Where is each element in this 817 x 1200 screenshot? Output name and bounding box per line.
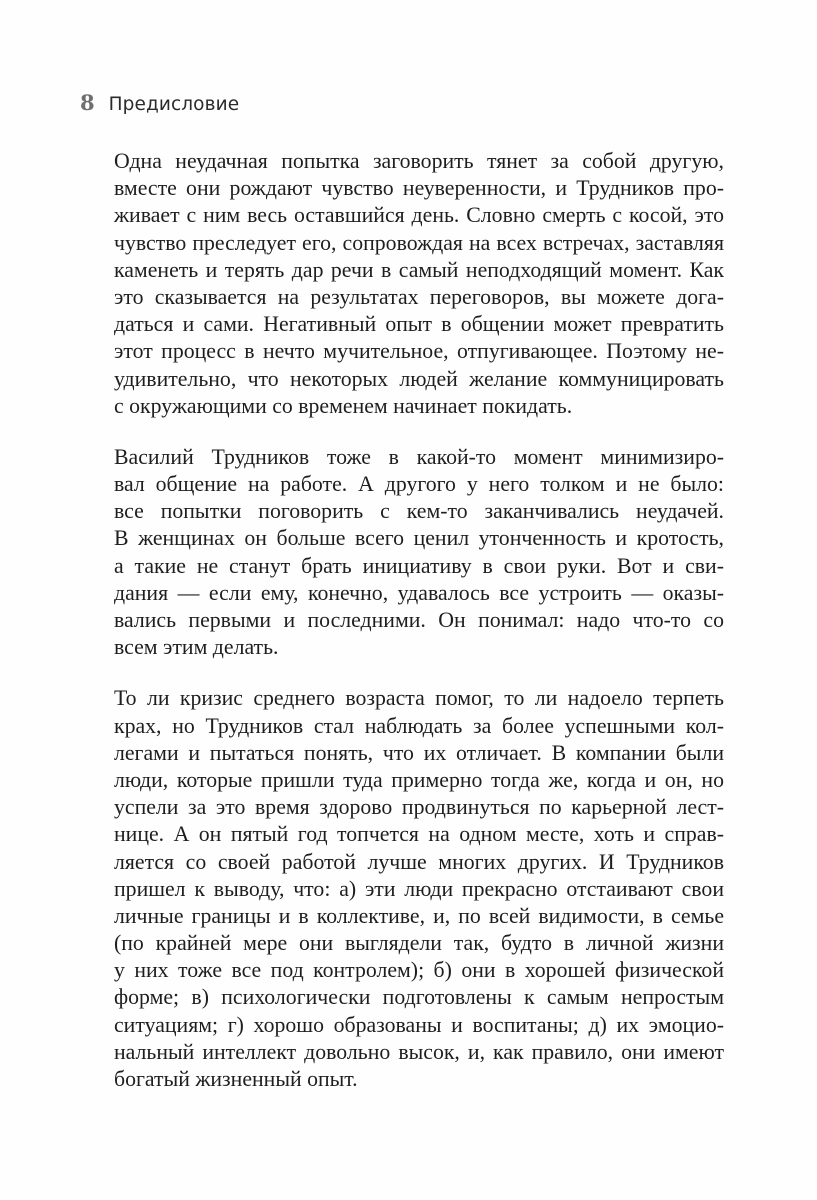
text-line: ситуациям; г) хорошо образованы и воспитаны; д) их эмоцио- (114, 1012, 724, 1037)
text-line: В женщинах он больше всего ценил утонченность и кротость, (114, 526, 724, 551)
text-line: ляется со своей работой лучше многих других. И Трудников (114, 849, 724, 874)
text-line: крах, но Трудников стал наблюдать за более успешными кол- (114, 713, 724, 738)
text-line: личные границы и в коллективе, и, по всей видимости, в семье (114, 903, 724, 928)
text-line: вместе они рождают чувство неуверенности, и Трудников про- (114, 176, 724, 201)
text-line: с окружающими со временем начинает покидать. (114, 393, 573, 418)
text-line: нице. А он пятый год топчется на одном месте, хоть и справ- (114, 822, 724, 847)
text-line: люди, которые пришли туда примерно тогда же, когда и он, но (114, 767, 724, 792)
text-line: вал общение на работе. А другого у него толком и не было: (114, 472, 724, 497)
text-line: богатый жизненный опыт. (114, 1067, 358, 1091)
text-line: всем этим делать. (114, 635, 279, 660)
running-head (80, 90, 239, 122)
text-line: каменеть и терять дар речи в самый неподходящий момент. Как (114, 257, 724, 282)
text-line: этот процесс в нечто мучительное, отпугивающее. Поэтому не- (114, 339, 724, 364)
text-line: чувство преследует его, сопровождая на всех встречах, заставляя (114, 230, 724, 255)
text-line: нальный интеллект довольно высок, и, как правило, они имеют (114, 1039, 724, 1064)
paragraph-3 (114, 685, 724, 1093)
page-number: 8 (80, 90, 95, 115)
text-line: Одна неудачная попытка заговорить тянет за собой другую, (114, 149, 724, 173)
paragraph-1 (114, 148, 724, 420)
text-line: дания — если ему, конечно, удавалось все устроить — оказы- (114, 580, 724, 605)
text-line: успели за это время здорово продвинуться по карьерной лест- (114, 795, 724, 820)
text-line: (по крайней мере они выглядели так, будто в личной жизни (114, 931, 724, 956)
section-title: Предисловие (108, 94, 240, 115)
text-line: все попытки поговорить с кем-то заканчивались неудачей. (114, 499, 724, 524)
text-line: вались первыми и последними. Он понимал: надо что-то со (114, 608, 724, 632)
text-line: живает с ним весь оставшийся день. Словно смерть с косой, это (114, 203, 724, 228)
body-text (114, 148, 724, 1093)
text-line: это сказывается на результатах переговоров, вы можете дога- (114, 284, 724, 309)
text-line: форме; в) психологически подготовлены к самым непростым (114, 985, 724, 1010)
text-line: у них тоже все под контролем); б) они в хорошей физической (114, 958, 724, 983)
text-line: То ли кризис среднего возраста помог, то ли надоело терпеть (114, 686, 724, 711)
text-line: Василий Трудников тоже в какой-то момент минимизиро- (114, 444, 724, 469)
text-line: а такие не станут брать инициативу в свои руки. Вот и сви- (114, 553, 724, 578)
text-line: легами и пытаться понять, что их отличает. В компании были (114, 740, 724, 765)
text-line: даться и сами. Негативный опыт в общении может превратить (114, 312, 724, 337)
paragraph-2 (114, 444, 724, 662)
text-line: удивительно, что некоторых людей желание коммуницировать (114, 366, 724, 391)
text-line: пришел к выводу, что: а) эти люди прекрасно отстаивают свои (114, 876, 724, 901)
